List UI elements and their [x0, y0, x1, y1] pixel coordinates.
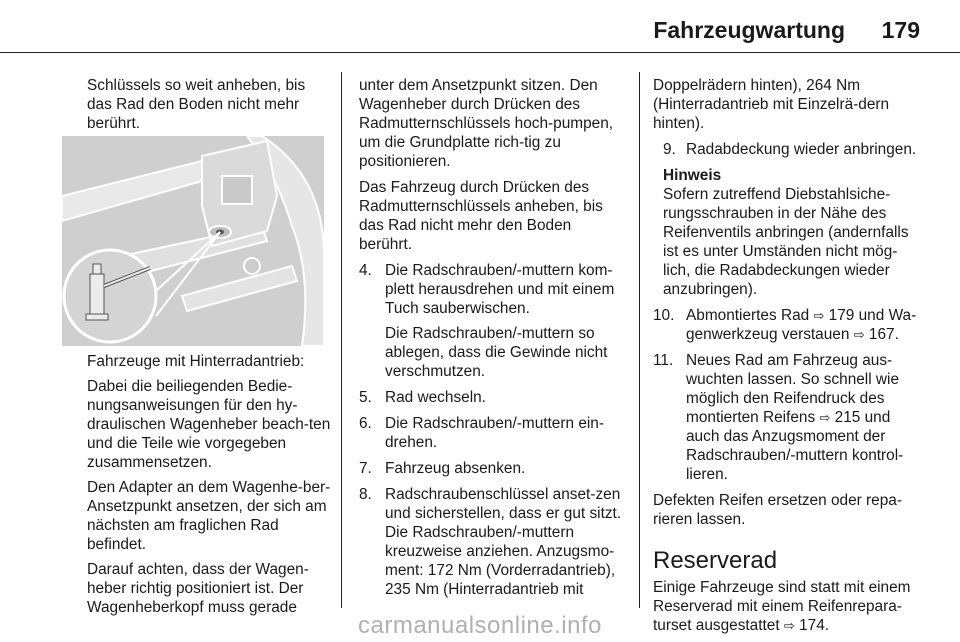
page-header: [0, 0, 960, 52]
col1-intro: Schlüssels so weit anheben, bis das Rad den Boden nicht mehr berührt.: [87, 77, 306, 132]
jack-illustration-svg: [62, 136, 324, 346]
page-ref-link[interactable]: 167: [868, 326, 895, 343]
step-number: 5.: [359, 389, 372, 406]
column-divider-2: [639, 72, 640, 608]
jack-wheel-illustration: [62, 136, 324, 346]
list-item: [359, 261, 624, 381]
note-text: Sofern zutreffend Diebstahlsiche-rungsschrauben in der Nähe des Reifenventils anbringen (andernfalls ist es unter Umständen nicht mög-lich, die Radabdeckungen wieder anzubringen).: [663, 186, 909, 298]
step-text: Fahrzeug absenken.: [385, 460, 526, 477]
step-text: Radabdeckung wieder anbringen.: [686, 141, 917, 158]
step-number: 8.: [359, 486, 372, 503]
step-number: 9.: [663, 141, 676, 158]
col1-paragraph-2: Den Adapter an dem Wagenhe-ber-Ansetzpunkt ansetzen, der sich am nächsten am fraglichen Rad befindet.: [87, 479, 331, 553]
col3-continuation: Doppelrädern hinten), 264 Nm (Hinterradantrieb mit Einzelrä-dern hinten).: [653, 77, 890, 132]
step-number: 10.: [653, 307, 675, 324]
page-ref-arrow-icon: ⇨: [813, 308, 825, 323]
step-number: 4.: [359, 262, 372, 279]
page-ref-arrow-icon: ⇨: [783, 618, 795, 633]
col2-continuation-1: unter dem Ansetzpunkt sitzen. Den Wagenheber durch Drücken des Radmutternschlüssels hoch-pumpen, um die Grundplatte rich-tig zu positionieren.: [359, 77, 614, 170]
step-text: Neues Rad am Fahrzeug aus-wuchten lassen. So schnell wie möglich den Reifendruck des montierten Reifens: [686, 352, 900, 426]
step-text: .: [894, 326, 899, 343]
steps-list-continued: [653, 140, 923, 159]
steps-list: [359, 261, 624, 599]
step-text: Die Radschrauben/-muttern kom-plett herausdrehen und mit einem Tuch sauberwischen.: [385, 262, 615, 317]
step-text: Die Radschrauben/-muttern ein-drehen.: [385, 415, 604, 451]
step-text: Radschraubenschlüssel anset-zen und sicherstellen, dass er gut sitzt. Die Radschrauben/-muttern kreuzweise anziehen. Anzugsmo-ment: 172 Nm (Vorderradantrieb), 235 Nm (Hinterradantrieb mit: [385, 486, 622, 598]
list-item: [359, 485, 624, 599]
step-number: 11.: [653, 352, 674, 369]
step-number: 6.: [359, 415, 372, 432]
page-ref-arrow-icon: ⇨: [853, 327, 865, 342]
step-subtext: Die Radschrauben/-muttern so ablegen, dass die Gewinde nicht verschmutzen.: [385, 325, 608, 380]
list-item: [359, 459, 624, 478]
list-item: [653, 306, 923, 344]
header-rule: [0, 52, 960, 53]
note-title: Hinweis: [663, 167, 722, 184]
defect-paragraph: Defekten Reifen ersetzen oder repa-rieren lassen.: [653, 492, 902, 528]
watermark: carmanualsonline.info: [358, 612, 602, 639]
list-item: [359, 388, 624, 407]
page-ref-arrow-icon: ⇨: [819, 410, 831, 425]
page-number: 179: [881, 17, 920, 43]
rwd-heading: Fahrzeuge mit Hinterradantrieb:: [87, 353, 305, 370]
section-heading: Reserverad: [653, 547, 778, 574]
column-2: [359, 76, 624, 606]
list-item: [653, 140, 923, 159]
step-text: und Wa-genwerkzeug verstauen: [686, 307, 917, 343]
column-3: [653, 76, 923, 642]
note-block: [663, 166, 923, 299]
col1-paragraph-1: Dabei die beiliegenden Bedie-nungsanweisungen für den hy-draulischen Wagenheber beach-ten und die Teile wie vorgegeben zusammensetzen.: [87, 378, 331, 471]
page-ref-link[interactable]: 179: [828, 307, 855, 324]
column-divider-1: [341, 72, 342, 608]
chapter-title: Fahrzeugwartung: [653, 17, 845, 43]
list-item: [653, 351, 923, 484]
col1-paragraph-3: Darauf achten, dass der Wagen-heber richtig positioniert ist. Der Wagenheberkopf muss gerade: [87, 561, 309, 616]
col2-continuation-2: Das Fahrzeug durch Drücken des Radmutternschlüssels anheben, bis das Rad nicht mehr den Boden berührt.: [359, 179, 603, 253]
page-ref-link[interactable]: 215: [834, 409, 861, 426]
step-text: Abmontiertes Rad: [686, 307, 814, 324]
step-number: 7.: [359, 460, 372, 477]
steps-list-continued-2: [653, 306, 923, 484]
list-item: [359, 414, 624, 452]
step-text: und auch das Anzugsmoment der Radschrauben/-muttern kontrol-lieren.: [686, 409, 904, 483]
section-text: Einige Fahrzeuge sind statt mit einem Reserverad mit einem Reifenrepara-turset ausgestattet: [653, 579, 911, 634]
step-text: Rad wechseln.: [385, 389, 486, 406]
page-ref-link[interactable]: 174: [799, 617, 825, 634]
column-1: [87, 76, 332, 140]
column-1-lower: [87, 352, 332, 623]
section-text: .: [824, 617, 830, 634]
